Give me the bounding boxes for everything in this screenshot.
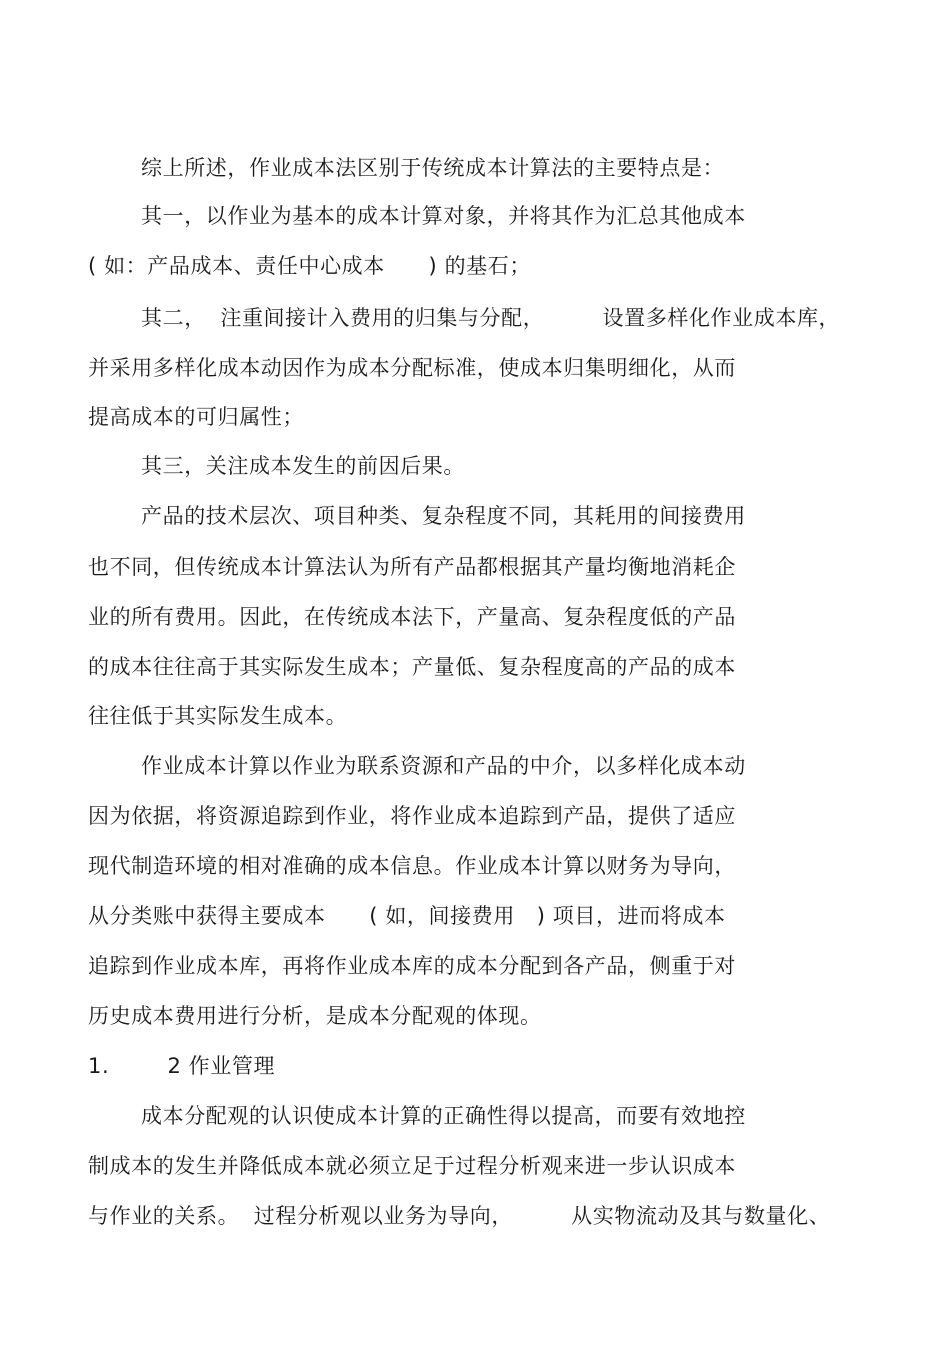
text-line: 往往低于其实际发生成本。 [88, 704, 348, 728]
text-line: 提高成本的可归属性； [88, 405, 304, 429]
text-line: 现代制造环境的相对准确的成本信息。作业成本计算以财务为导向， [88, 854, 736, 878]
text-line: 其二， 注重间接计入费用的归集与分配， 设置多样化作业成本库， [141, 306, 841, 330]
text-line: 因为依据，将资源追踪到作业，将作业成本追踪到产品，提供了适应 [88, 804, 736, 828]
text-line: 产品的技术层次、项目种类、复杂程度不同，其耗用的间接费用 [141, 504, 746, 528]
text-line: 追踪到作业成本库，再将作业成本库的成本分配到各产品，侧重于对 [88, 954, 736, 978]
text-line: ( 如：产品成本、责任中心成本 ) 的基石； [88, 254, 531, 278]
text-line: 也不同，但传统成本计算法认为所有产品都根据其产量均衡地消耗企 [88, 555, 736, 579]
text-line: 从分类账中获得主要成本 ( 如，间接费用 ) 项目，进而将成本 [88, 904, 726, 928]
text-line: 其一，以作业为基本的成本计算对象，并将其作为汇总其他成本 [141, 204, 746, 228]
text-line: 成本分配观的认识使成本计算的正确性得以提高，而要有效地控 [141, 1104, 746, 1128]
section-heading: 1. 2 作业管理 [88, 1054, 276, 1078]
text-line: 与作业的关系。 过程分析观以业务为导向， 从实物流动及其与数量化、 [88, 1204, 831, 1228]
text-line: 综上所述，作业成本法区别于传统成本计算法的主要特点是： [141, 156, 725, 180]
text-line: 的成本往往高于其实际发生成本；产量低、复杂程度高的产品的成本 [88, 655, 736, 679]
text-line: 其三，关注成本发生的前因后果。 [141, 454, 465, 478]
text-line: 并采用多样化成本动因作为成本分配标准，使成本归集明细化，从而 [88, 356, 736, 380]
text-line: 历史成本费用进行分析，是成本分配观的体现。 [88, 1004, 542, 1028]
text-line: 作业成本计算以作业为联系资源和产品的中介，以多样化成本动 [141, 754, 746, 778]
text-line: 制成本的发生并降低成本就必须立足于过程分析观来进一步认识成本 [88, 1154, 736, 1178]
text-line: 业的所有费用。因此，在传统成本法下，产量高、复杂程度低的产品 [88, 605, 736, 629]
